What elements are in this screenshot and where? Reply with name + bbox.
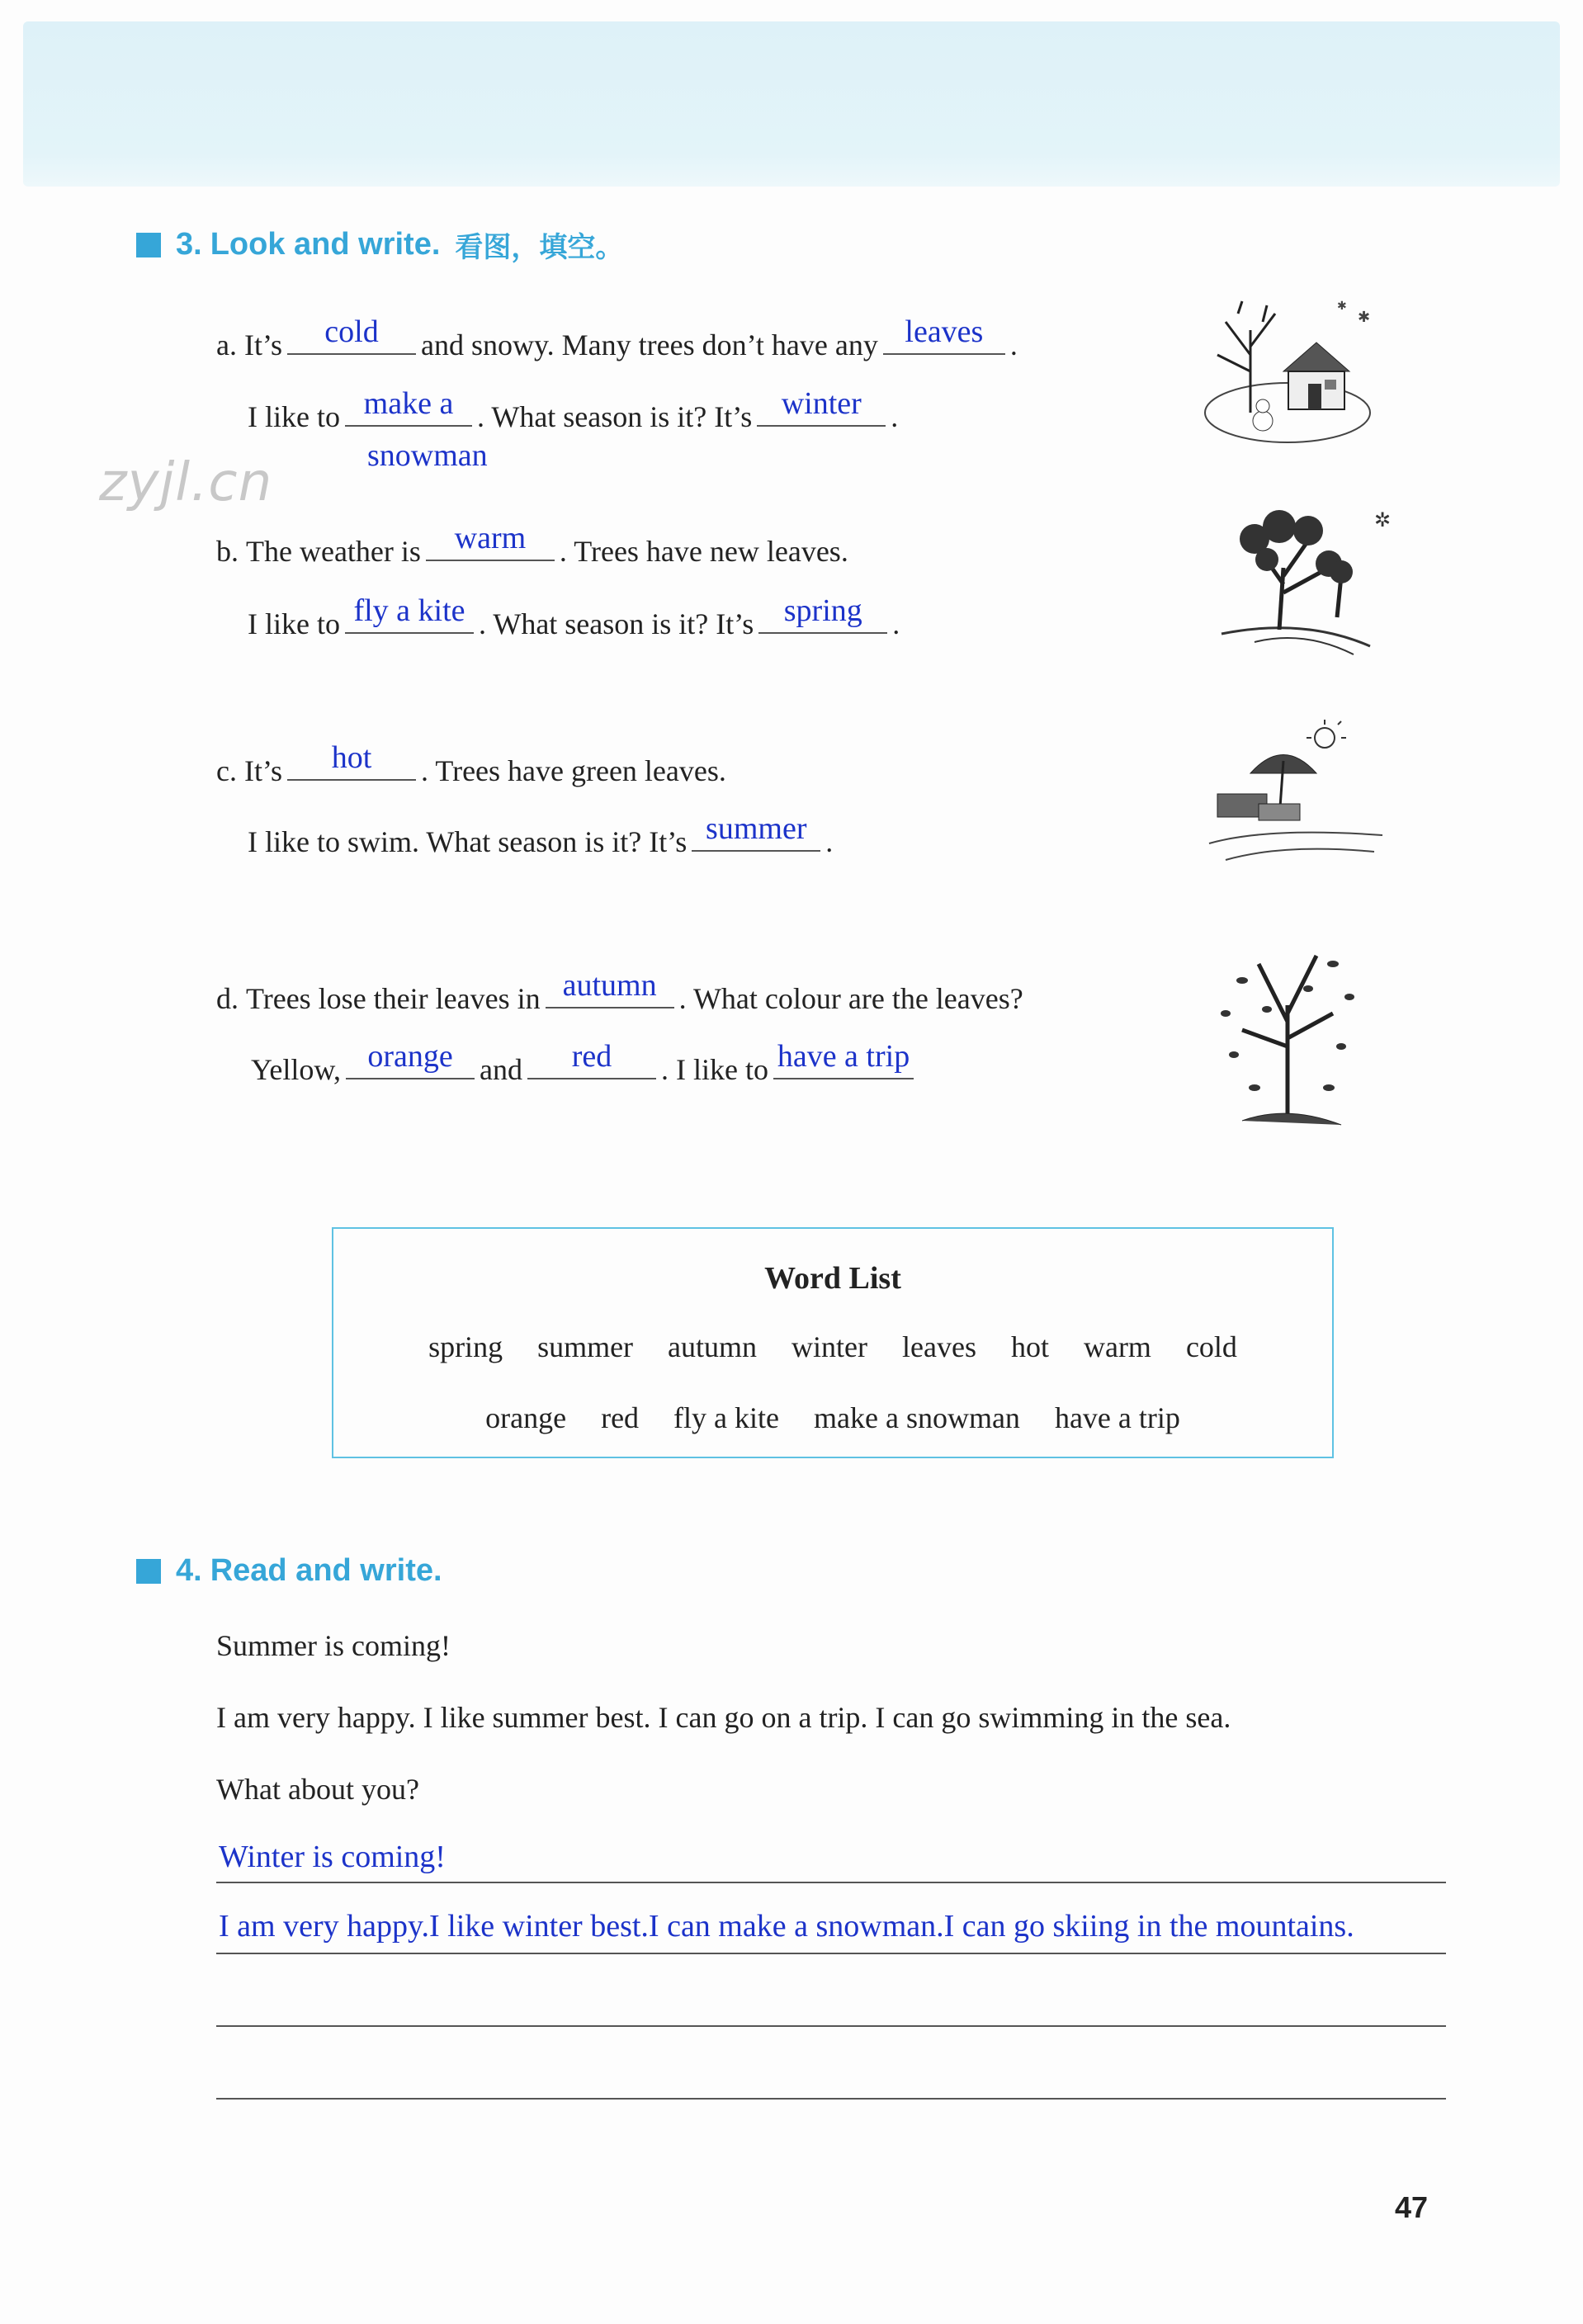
- text: I like to: [248, 400, 340, 433]
- answer: spring: [783, 593, 862, 628]
- blank-summer[interactable]: [692, 811, 820, 852]
- header-band: [23, 21, 1560, 187]
- answer: hot: [331, 740, 372, 775]
- section-4-title: Read and write.: [210, 1553, 442, 1588]
- text: . What season is it? It’s: [478, 607, 754, 640]
- text: . What colour are the leaves?: [678, 982, 1023, 1015]
- answer: orange: [367, 1039, 453, 1074]
- blank-make-a-snowman[interactable]: [345, 386, 472, 427]
- item-d-label: d.: [216, 982, 239, 1015]
- blank-orange[interactable]: [346, 1039, 475, 1079]
- autumn-tree-illustration: [1209, 931, 1366, 1137]
- svg-text:✲: ✲: [1374, 510, 1392, 531]
- word: orange: [485, 1401, 567, 1434]
- page-number: 47: [1395, 2190, 1429, 2224]
- blank-winter[interactable]: [757, 386, 886, 427]
- item-d-line-1: [216, 968, 1023, 1016]
- word-list-row-2: [333, 1401, 1332, 1435]
- watermark: zyjl.cn: [99, 452, 273, 513]
- item-c-line-1: [216, 740, 726, 788]
- answer: fly a kite: [353, 593, 465, 628]
- word: summer: [537, 1330, 634, 1363]
- word: leaves: [902, 1330, 976, 1363]
- text: .: [892, 607, 900, 640]
- section-4-number: 4.: [176, 1553, 202, 1588]
- answer: winter: [781, 386, 862, 421]
- answer: summer: [706, 811, 807, 846]
- answer: red: [571, 1039, 612, 1074]
- writing-line[interactable]: [216, 2096, 1446, 2100]
- word-list-title: Word List: [764, 1261, 901, 1296]
- word: autumn: [668, 1330, 758, 1363]
- written-answer-line-2[interactable]: I am very happy.I like winter best.I can make a snowman.I can go skiing in the mountains.: [219, 1909, 1354, 1944]
- blank-leaves[interactable]: [883, 314, 1005, 355]
- writing-line: [216, 1880, 1446, 1883]
- item-a-label: a.: [216, 328, 237, 361]
- word: spring: [428, 1330, 503, 1363]
- paragraph-line-2: I am very happy. I like summer best. I can go on a trip. I can go swimming in the sea.: [216, 1701, 1231, 1734]
- text: Trees lose their leaves in: [246, 982, 541, 1015]
- item-b-line-1: [216, 521, 848, 569]
- section-4-heading: [136, 1553, 442, 1589]
- blank-red[interactable]: [527, 1039, 656, 1079]
- square-bullet-icon: [136, 1559, 161, 1584]
- answer: autumn: [562, 968, 657, 1003]
- writing-line[interactable]: [216, 2024, 1446, 2027]
- text: The weather is: [246, 535, 421, 568]
- text: and: [480, 1053, 523, 1086]
- text: I like to: [248, 607, 340, 640]
- square-bullet-icon: [136, 233, 161, 257]
- word: have a trip: [1054, 1401, 1180, 1434]
- paragraph-line-3: What about you?: [216, 1773, 419, 1806]
- blank-have-a-trip[interactable]: [773, 1039, 914, 1079]
- blank-autumn[interactable]: [546, 968, 674, 1008]
- text: .: [825, 825, 834, 858]
- answer-snowman-continued: snowman: [367, 438, 488, 473]
- word: cold: [1185, 1330, 1237, 1363]
- text: .: [1009, 328, 1018, 361]
- section-3-title-cn: 看图，填空。: [455, 231, 624, 264]
- text: .: [891, 400, 899, 433]
- beach-umbrella-illustration: [1201, 711, 1391, 876]
- word: winter: [792, 1330, 867, 1363]
- word: red: [601, 1401, 640, 1434]
- word: fly a kite: [673, 1401, 779, 1434]
- answer: leaves: [905, 314, 984, 349]
- item-a-line-1: [216, 314, 1018, 362]
- text: It’s: [243, 754, 282, 787]
- item-b-line-2: [248, 593, 900, 641]
- blank-hot[interactable]: [287, 740, 416, 781]
- item-c-label: c.: [216, 754, 237, 787]
- blank-cold[interactable]: [287, 314, 416, 355]
- word: warm: [1083, 1330, 1151, 1363]
- writing-line: [216, 1951, 1446, 1954]
- text: and snowy. Many trees don’t have any: [421, 328, 878, 361]
- word: hot: [1010, 1330, 1049, 1363]
- blank-warm[interactable]: [426, 521, 555, 561]
- word: make a snowman: [814, 1401, 1020, 1434]
- text: I like to swim. What season is it? It’s: [248, 825, 688, 858]
- written-answer-line-1[interactable]: Winter is coming!: [219, 1840, 446, 1874]
- paragraph-line-1: Summer is coming!: [216, 1629, 451, 1662]
- word-list-row-1: [333, 1330, 1332, 1364]
- section-3-title: Look and write.: [210, 227, 441, 262]
- svg-text:✱: ✱: [1337, 300, 1347, 313]
- answer: cold: [324, 314, 379, 349]
- item-b-label: b.: [216, 535, 239, 568]
- item-d-line-2: [251, 1039, 919, 1087]
- blank-spring[interactable]: [758, 593, 887, 634]
- answer: warm: [454, 521, 527, 555]
- word-list-box: [332, 1227, 1334, 1458]
- text: . I like to: [661, 1053, 769, 1086]
- item-c-line-2: [248, 811, 834, 859]
- section-3-number: 3.: [176, 227, 202, 262]
- text: . What season is it? It’s: [476, 400, 753, 433]
- svg-text:✱: ✱: [1358, 309, 1371, 325]
- text: It’s: [243, 328, 282, 361]
- section-3-heading: [136, 224, 623, 265]
- answer: make a: [363, 386, 454, 421]
- answer: have a trip: [777, 1039, 910, 1074]
- text: . Trees have new leaves.: [559, 535, 848, 568]
- snow-house-illustration: [1201, 297, 1374, 446]
- text: . Trees have green leaves.: [421, 754, 726, 787]
- text: Yellow,: [251, 1053, 342, 1086]
- item-a-line-2: [248, 386, 899, 434]
- blank-fly-a-kite[interactable]: [345, 593, 474, 634]
- spring-tree-illustration: [1205, 494, 1403, 663]
